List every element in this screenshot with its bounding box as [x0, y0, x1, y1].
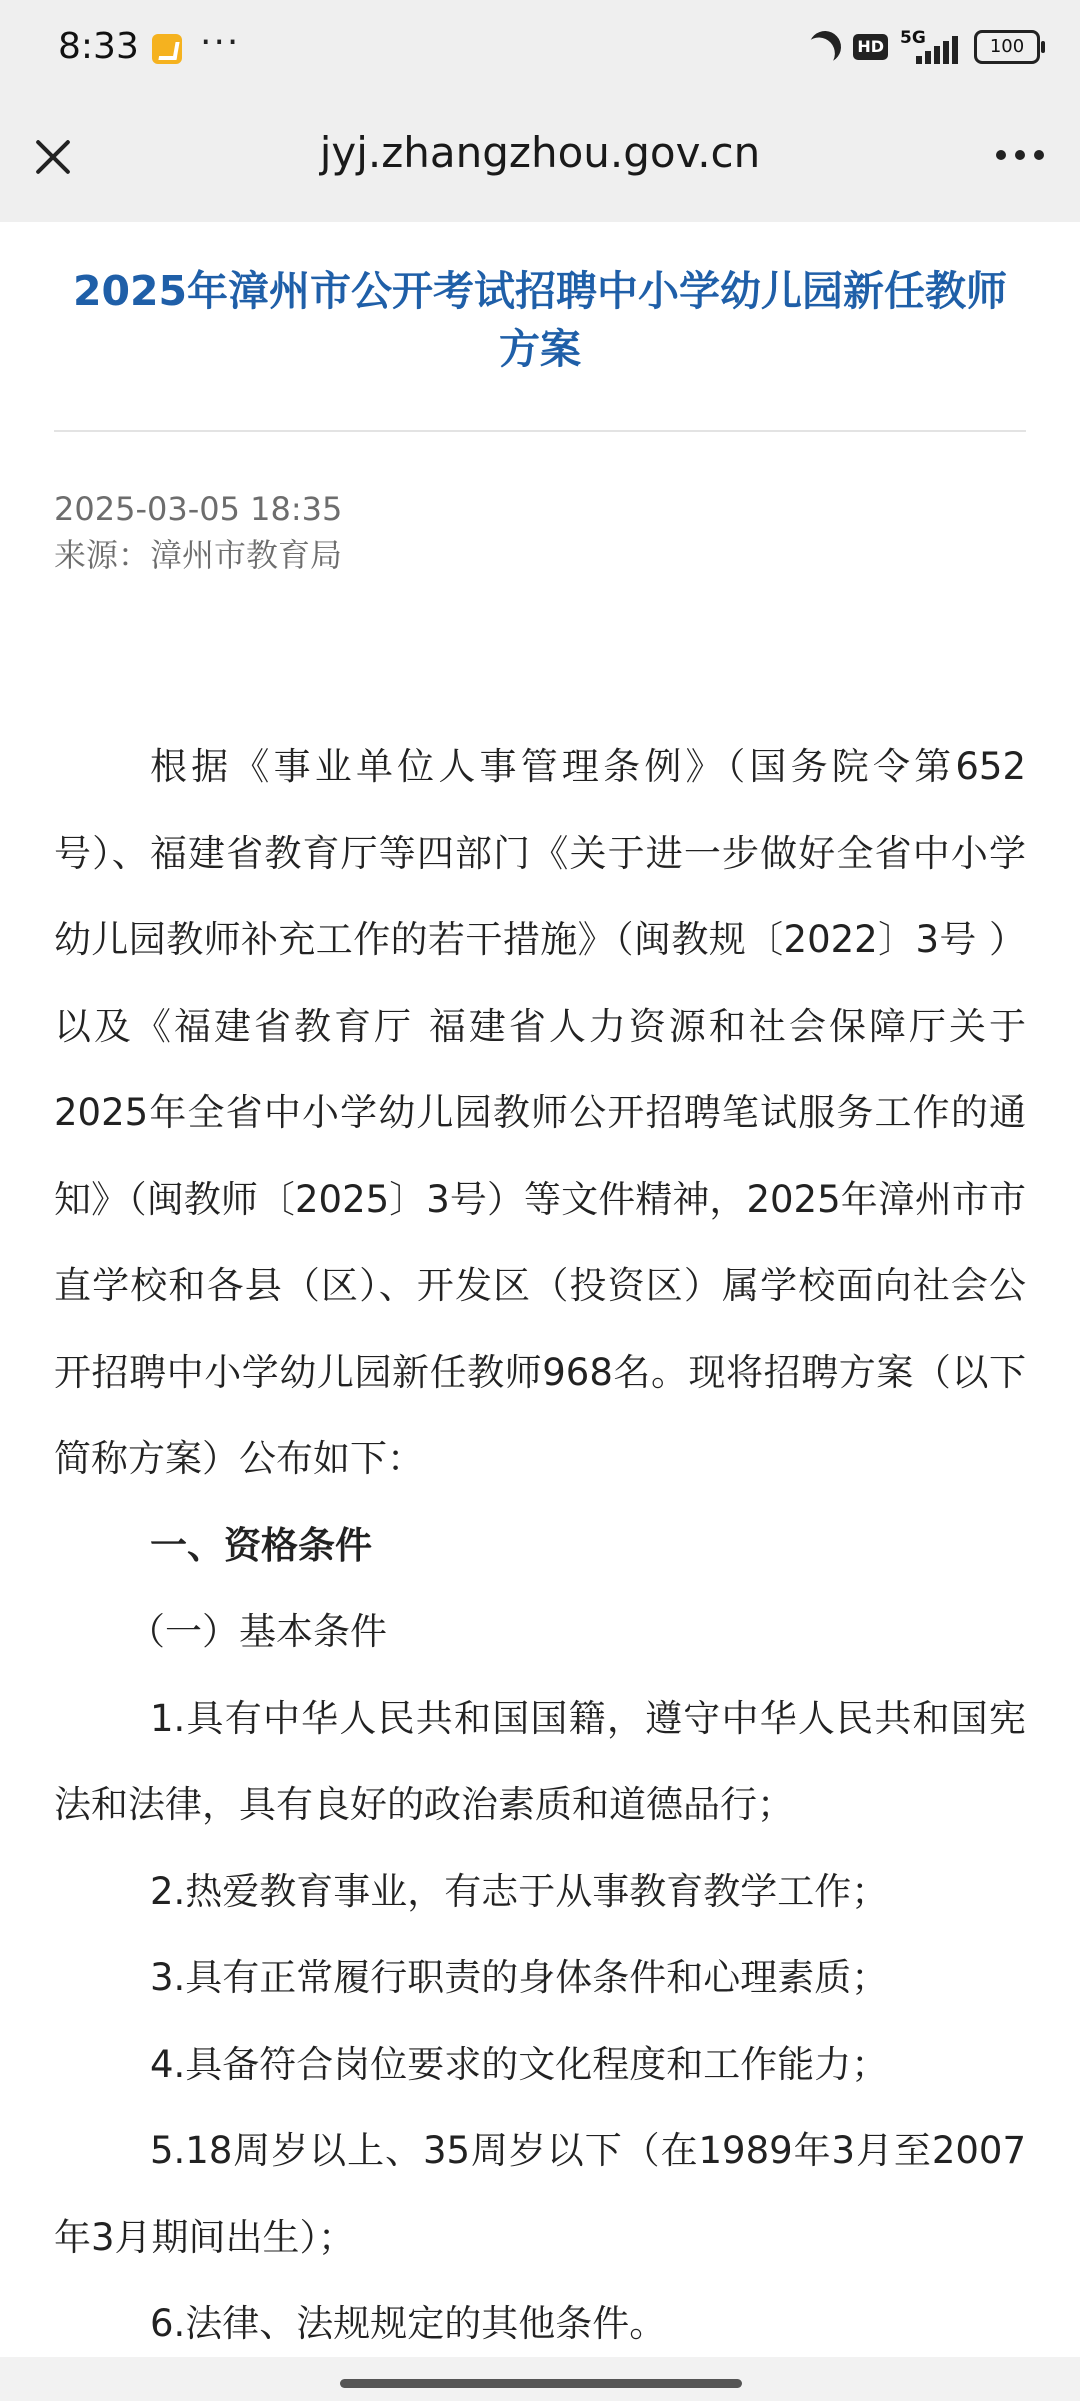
url-display[interactable]: jyj.zhangzhou.gov.cn — [319, 128, 761, 177]
list-item: 3.具有正常履行职责的身体条件和心理素质； — [150, 1956, 889, 1999]
menu-more-icon[interactable] — [996, 150, 1044, 160]
article-source: 来源：漳州市教育局 — [54, 536, 343, 574]
notes-app-icon — [152, 34, 182, 64]
home-indicator[interactable] — [340, 2379, 742, 2388]
signal-bars-icon — [916, 36, 958, 64]
moon-icon — [805, 26, 846, 67]
network-type: 5G — [900, 28, 926, 48]
section-heading: 一、资格条件 — [150, 1523, 372, 1567]
title-divider — [54, 430, 1026, 432]
status-icons — [809, 28, 1040, 66]
hd-icon: HD — [853, 34, 888, 60]
5g-signal-icon — [900, 28, 962, 66]
list-item: 4.具备符合岗位要求的文化程度和工作能力； — [150, 2042, 889, 2086]
status-time: 8:33 — [58, 26, 139, 67]
gesture-bar — [0, 2357, 1080, 2401]
browser-toolbar — [0, 98, 1080, 222]
list-item: 6.法律、法规规定的其他条件。 — [150, 2302, 667, 2345]
intro-paragraph: 根据《事业单位人事管理条例》（国务院令第652号）、福建省教育厅等四部门《关于进一步做好全省中小学幼儿园教师补充工作的若干措施》（闽教规〔2022〕3号 ）以及《福建省教育厅 福建省人力资源和社会保障厅关于2025年全省中小学幼儿园教师公开招聘笔试服务工作的通知》（闽教师〔2025〕3号）等文件精神，2025年漳州市市直学校和各县（区）、开发区（投资区）属学校面向社会公开招聘中小学幼儿园新任教师968名。现将招聘方案（以下简称方案）公布如下： — [54, 745, 1026, 1480]
status-bar — [0, 0, 1080, 98]
subsection-heading: （一）基本条件 — [128, 1610, 387, 1653]
more-dots-icon: ··· — [200, 22, 241, 63]
article-title: 2025年漳州市公开考试招聘中小学幼儿园新任教师方案 — [72, 267, 1008, 373]
list-item: 1.具有中华人民共和国国籍，遵守中华人民共和国宪法和法律，具有良好的政治素质和道德品行； — [54, 1696, 1026, 1826]
list-item: 5.18周岁以上、35周岁以下（在1989年3月至2007年3月期间出生）； — [54, 2129, 1026, 2259]
article-body — [54, 724, 1026, 2368]
battery-icon: 100 — [974, 30, 1040, 64]
article-meta — [54, 486, 342, 578]
list-item: 2.热爱教育事业，有志于从事教育教学工作； — [150, 1869, 889, 1913]
publish-date: 2025-03-05 18:35 — [54, 490, 343, 528]
